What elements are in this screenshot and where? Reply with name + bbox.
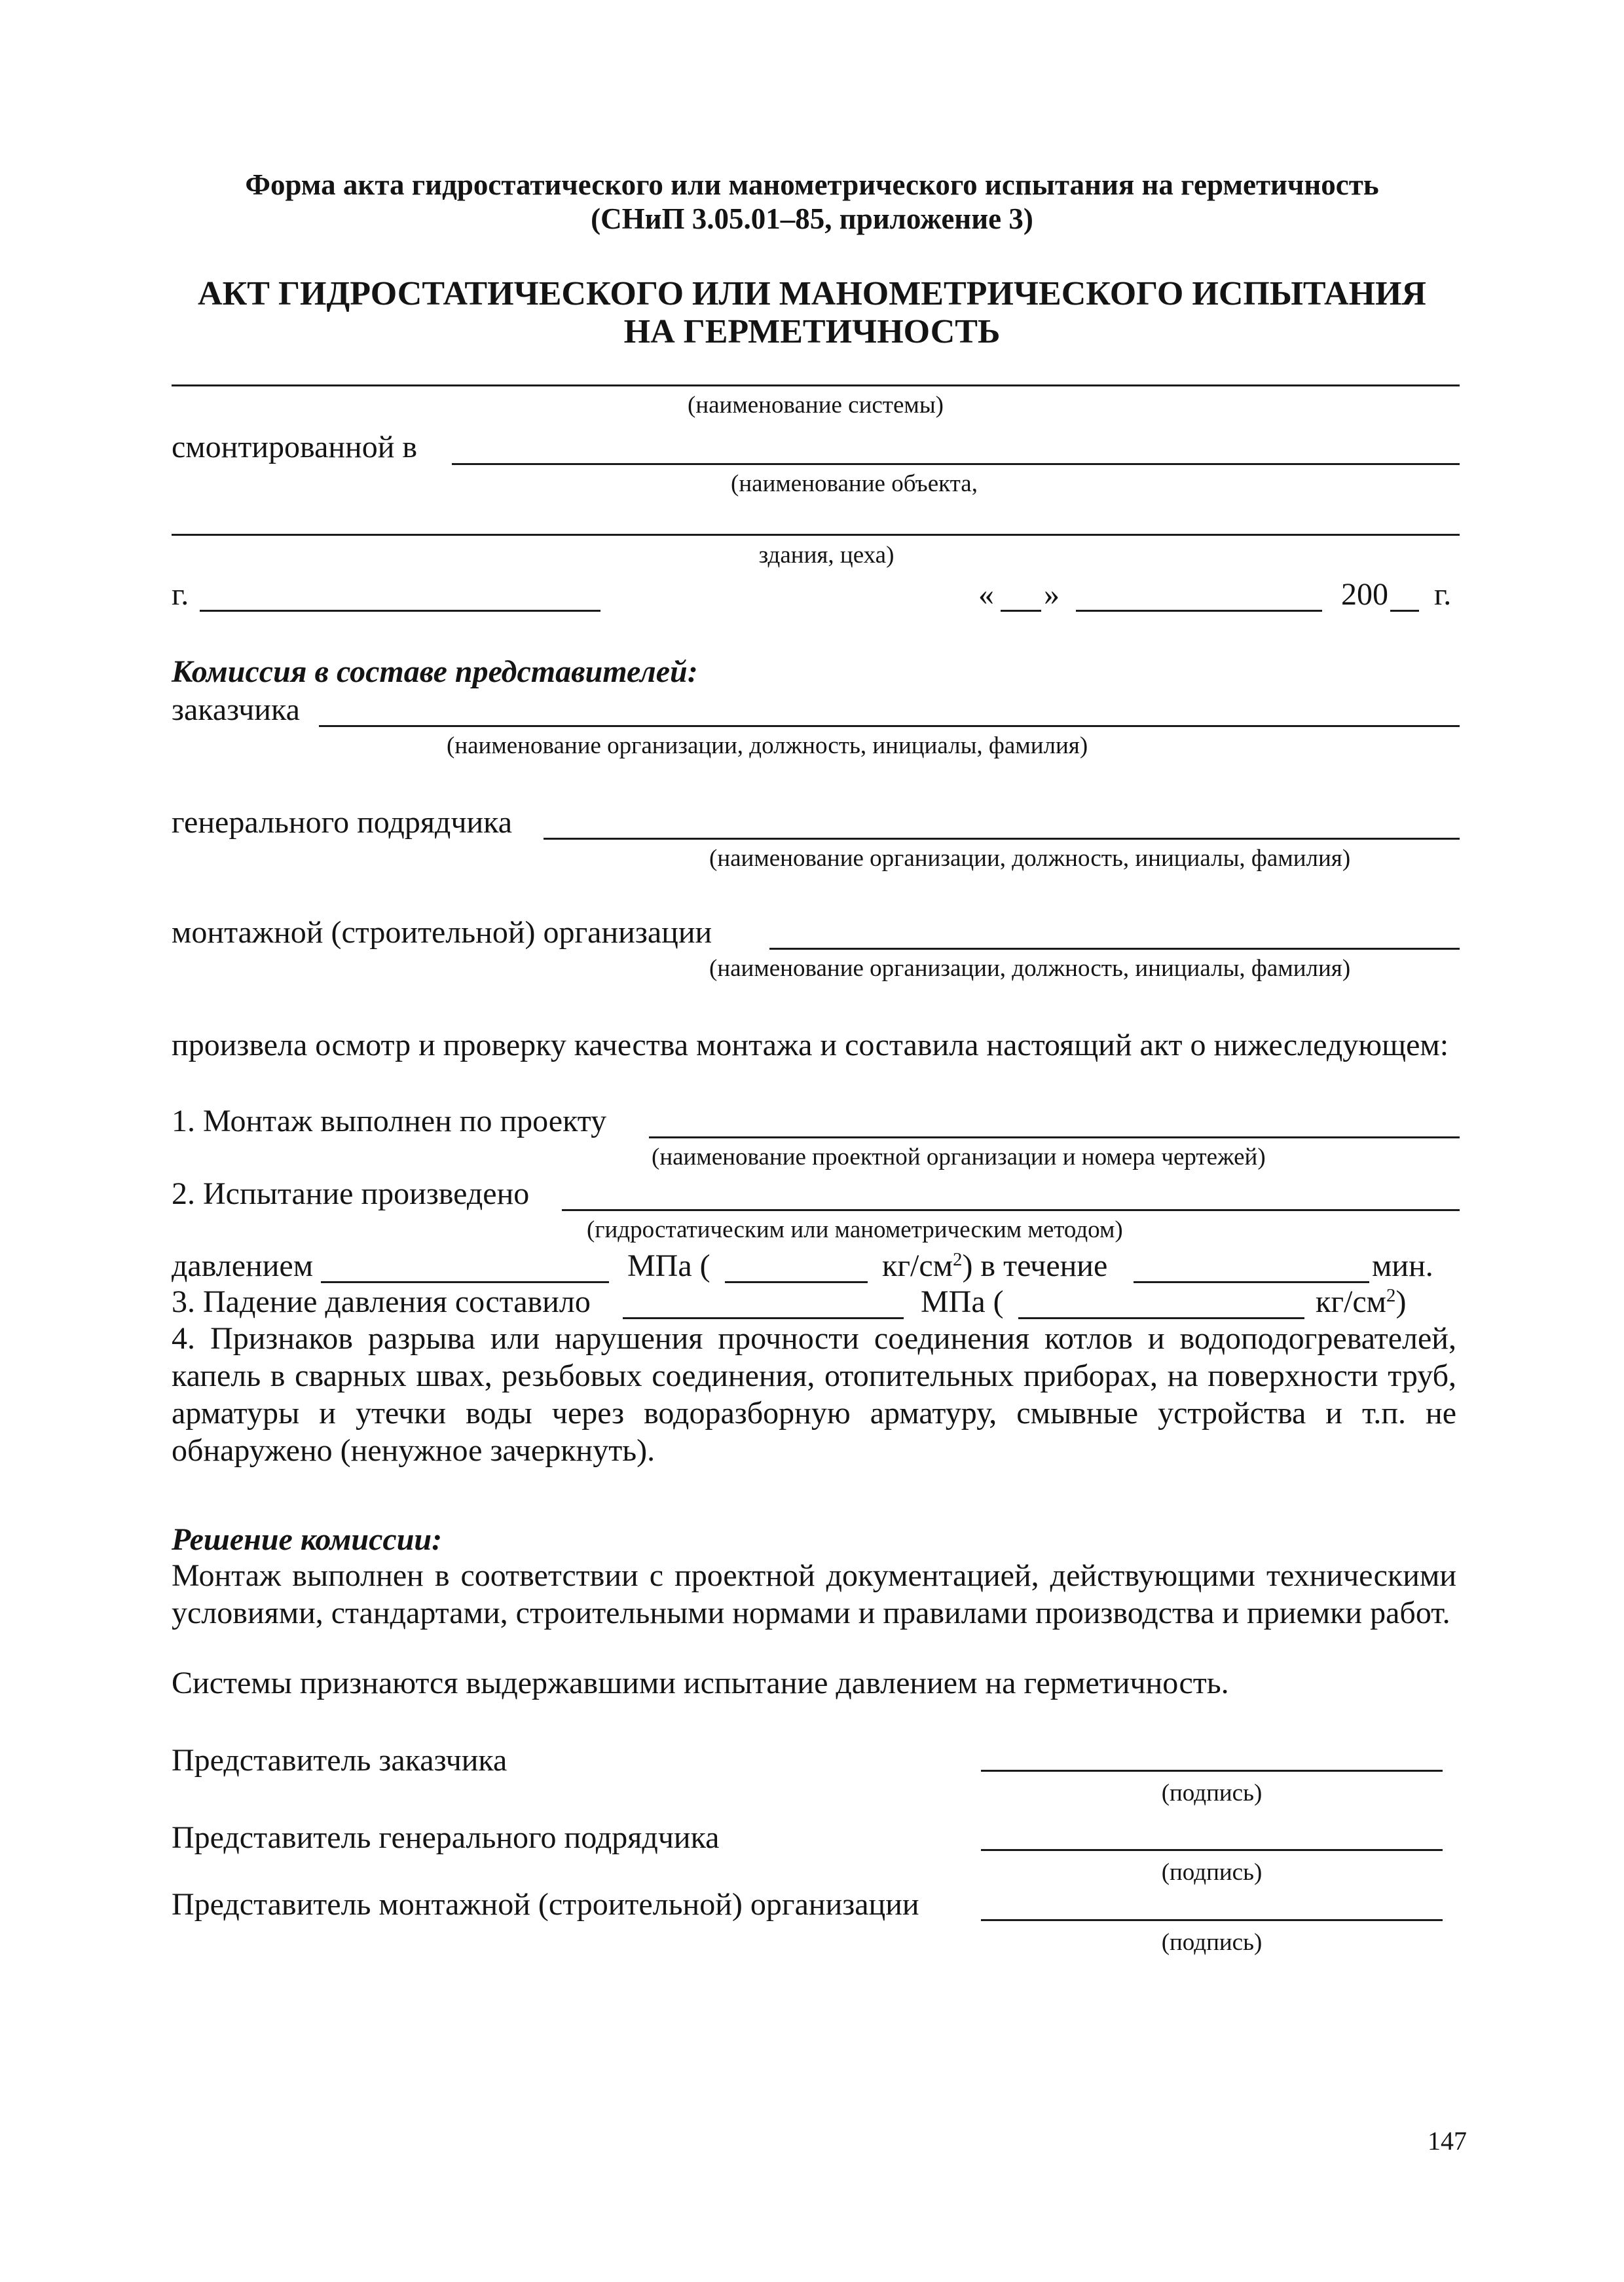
customer-caption: (наименование организации, должность, инициалы, фамилия) (447, 732, 1088, 759)
building-name-line[interactable] (172, 534, 1460, 536)
pressure-kgcm-line[interactable] (725, 1281, 868, 1283)
decision-text: Монтаж выполнен в соответствии с проектной документацией, действующими техническими условиями, стандартами, строительными нормами и правилами производства и приемки работ. (172, 1558, 1456, 1630)
object-name-caption: (наименование объекта, (731, 470, 978, 497)
act-title-continuation: НА ГЕРМЕТИЧНОСТЬ (623, 313, 1001, 350)
item2-caption: (гидростатическим или манометрическим методом) (587, 1216, 1123, 1243)
item3-kgcm-superscript: 2 (1386, 1285, 1396, 1307)
page-number: 147 (1428, 2126, 1467, 2156)
item3-label: 3. Падение давления составило (172, 1284, 591, 1319)
general-signature-line[interactable] (981, 1849, 1443, 1851)
act-title: АКТ ГИДРОСТАТИЧЕСКОГО ИЛИ МАНОМЕТРИЧЕСКОГО ИСПЫТАНИЯ (198, 275, 1426, 312)
year-prefix: 200 (1341, 577, 1388, 612)
mpa-open: МПа ( (627, 1248, 710, 1283)
general-rep-label: Представитель генерального подрядчика (172, 1820, 720, 1855)
city-line[interactable] (200, 610, 600, 612)
item3-close-paren: ) (1395, 1284, 1407, 1319)
decision-conclusion: Системы признаются выдержавшими испытание давлением на герметичность. (172, 1666, 1229, 1700)
pressure-drop-mpa-line[interactable] (623, 1317, 904, 1319)
installer-caption: (наименование организации, должность, инициалы, фамилия) (709, 955, 1351, 982)
commission-heading: Комиссия в составе представителей: (172, 654, 698, 689)
date-quote-close: » (1044, 577, 1060, 612)
date-day-line[interactable] (1001, 610, 1041, 612)
system-name-caption: (наименование системы) (688, 392, 944, 419)
during-label: ) в течение (962, 1248, 1108, 1283)
form-title-reference: (СНиП 3.05.01–85, приложение 3) (591, 202, 1033, 235)
customer-signature-caption: (подпись) (1161, 1780, 1263, 1806)
item2-line[interactable] (562, 1209, 1460, 1211)
item4-text: 4. Признаков разрыва или нарушения прочности соединения котлов и водоподогревателей, капель в сварных швах, резьбовых соединения, отопительных приборах, на поверхности труб, арматуры и утечки воды через водоразборную арматуру, смывные устройства и т.п. не обнаружено (ненужное зачеркнуть). (172, 1321, 1456, 1468)
customer-rep-label: Представитель заказчика (172, 1743, 507, 1778)
pressure-mpa-line[interactable] (321, 1281, 609, 1283)
form-title: Форма акта гидростатического или манометрического испытания на герметичность (245, 168, 1379, 201)
general-contractor-caption: (наименование организации, должность, инициалы, фамилия) (709, 845, 1351, 872)
general-contractor-line[interactable] (544, 838, 1460, 840)
item3-kgcm: кг/см (1316, 1284, 1387, 1319)
customer-signature-line[interactable] (981, 1770, 1443, 1772)
duration-line[interactable] (1134, 1281, 1369, 1283)
customer-line[interactable] (319, 725, 1460, 727)
decision-heading: Решение комиссии: (172, 1522, 443, 1557)
year-suffix: г. (1434, 577, 1452, 612)
general-signature-caption: (подпись) (1161, 1859, 1263, 1886)
customer-label: заказчика (172, 692, 300, 727)
kgcm-superscript: 2 (953, 1249, 963, 1271)
item2-label: 2. Испытание произведено (172, 1176, 530, 1211)
item1-label: 1. Монтаж выполнен по проекту (172, 1104, 607, 1138)
date-quote-open: « (978, 577, 994, 612)
installer-rep-label: Представитель монтажной (строительной) организации (172, 1887, 919, 1922)
pressure-label: давлением (172, 1248, 314, 1283)
item3-mpa-open: МПа ( (921, 1284, 1004, 1319)
system-name-line[interactable] (172, 384, 1460, 386)
minutes-label: мин. (1372, 1248, 1433, 1283)
object-name-line[interactable] (452, 463, 1460, 465)
installer-label: монтажной (строительной) организации (172, 915, 712, 950)
item3-kgcm-unit (1316, 1284, 1406, 1320)
installer-signature-caption: (подпись) (1161, 1929, 1263, 1956)
pressure-drop-kgcm-line[interactable] (1018, 1317, 1304, 1319)
year-line[interactable] (1390, 610, 1419, 612)
installer-line[interactable] (769, 948, 1460, 950)
general-contractor-label: генерального подрядчика (172, 805, 513, 840)
item1-caption: (наименование проектной организации и номера чертежей) (652, 1144, 1266, 1170)
item1-line[interactable] (649, 1136, 1460, 1138)
intro-text: произвела осмотр и проверку качества монтажа и составила настоящий акт о нижеследующем: (172, 1028, 1449, 1062)
building-name-caption: здания, цеха) (758, 542, 895, 569)
date-month-line[interactable] (1076, 610, 1322, 612)
mounted-in-label: смонтированной в (172, 430, 418, 464)
installer-signature-line[interactable] (981, 1919, 1443, 1921)
pressure-kgcm-unit (882, 1248, 1107, 1284)
kgcm-unit: кг/см (882, 1248, 953, 1283)
city-label: г. (172, 577, 189, 612)
